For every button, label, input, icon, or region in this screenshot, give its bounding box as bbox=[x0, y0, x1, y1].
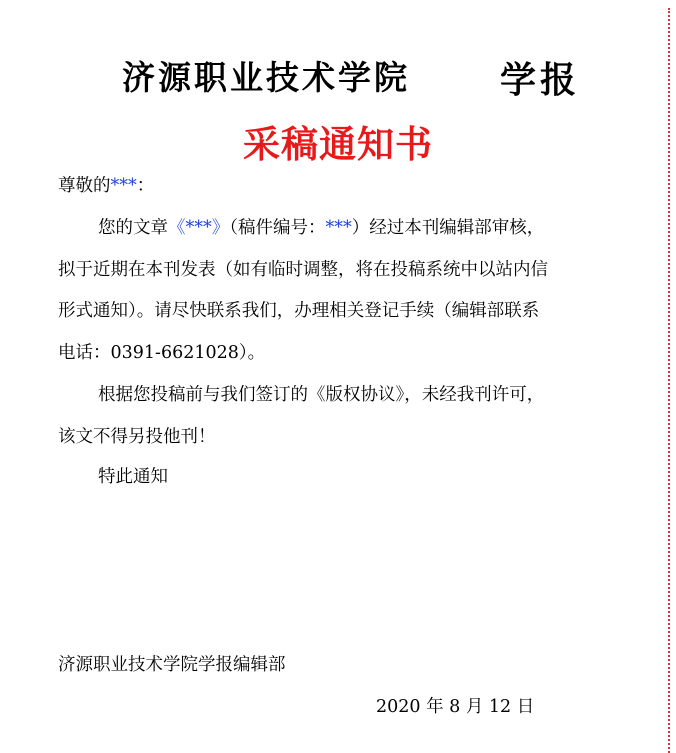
paragraph-1-line-1 bbox=[98, 218, 658, 238]
paragraph-1-line-2: 拟于近期在本刊发表（如有临时调整，将在投稿系统中以站内信 bbox=[58, 260, 548, 280]
header-row bbox=[0, 52, 676, 101]
text-segment: ）经过本刊编辑部审核， bbox=[351, 218, 545, 238]
signature: 济源职业技术学院学报编辑部 bbox=[58, 655, 286, 675]
paragraph-2-line-2: 该文不得另投他刊！ bbox=[58, 427, 216, 447]
salutation bbox=[58, 176, 618, 196]
closing-text: 特此通知 bbox=[98, 467, 168, 487]
journal-name: 学报 bbox=[500, 59, 581, 101]
text-segment: （稿件编号： bbox=[229, 218, 326, 238]
article-title-placeholder: 《***》 bbox=[168, 218, 230, 238]
recipient-placeholder: *** bbox=[110, 176, 137, 196]
paragraph-1-line-4: 电话：0391-6621028）。 bbox=[58, 343, 266, 363]
text-segment: 您的文章 bbox=[98, 218, 168, 238]
school-name: 济源职业技术学院 bbox=[122, 58, 410, 97]
salutation-suffix: ： bbox=[136, 176, 155, 196]
salutation-prefix: 尊敬的 bbox=[58, 176, 111, 196]
manuscript-id-placeholder: *** bbox=[325, 218, 352, 238]
date: 2020 年 8 月 12 日 bbox=[376, 697, 535, 717]
notice-title: 采稿通知书 bbox=[243, 123, 433, 166]
paragraph-2-line-1: 根据您投稿前与我们签订的《版权协议》，未经我刊许可， bbox=[98, 385, 545, 405]
paragraph-1-line-3: 形式通知）。请尽快联系我们，办理相关登记手续（编辑部联系 bbox=[58, 301, 540, 321]
